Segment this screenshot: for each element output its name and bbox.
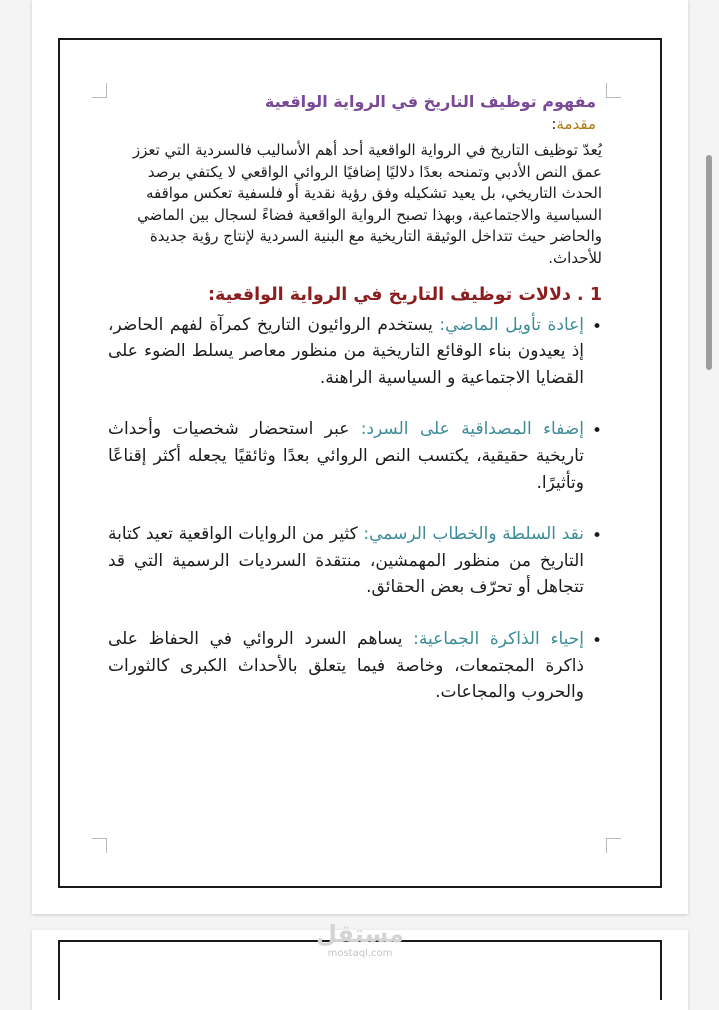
list-item	[108, 626, 602, 706]
bullet-dot-icon: •	[591, 421, 602, 442]
crop-mark-bottom-left	[92, 838, 107, 853]
bullet-text: يساهم السرد الروائي في الحفاظ على ذاكرة المجتمعات، وخاصة فيما يتعلق بالأحداث الكبرى كالثورات والحروب والمجاعات.	[108, 628, 584, 703]
bullet-term: نقد السلطة والخطاب الرسمي:	[363, 524, 584, 545]
crop-mark-top-right	[606, 83, 621, 98]
crop-mark-bottom-right	[606, 838, 621, 853]
bullet-term: إضفاء المصداقية على السرد:	[360, 419, 584, 440]
crop-mark-top-left	[92, 83, 107, 98]
bullet-dot-icon: •	[591, 630, 602, 651]
intro-label: مقدمة	[556, 115, 596, 133]
document-title: مفهوم توظيف التاريخ في الرواية الواقعية	[264, 92, 596, 111]
intro-colon: :	[551, 115, 557, 133]
vertical-scrollbar[interactable]	[706, 155, 712, 370]
bullet-list	[108, 312, 602, 706]
section-heading: 1 . دلالات توظيف التاريخ في الرواية الواقعية:	[208, 284, 602, 305]
bullet-text: عبر استحضار شخصيات وأحداث تاريخية حقيقية، يكتسب النص الروائي بعدًا وثائقيًا يجعله أكثر إقناعًا وتأثيرًا.	[108, 419, 584, 493]
bullet-text: كثير من الروايات الواقعية تعيد كتابة التاريخ من منظور المهمشين، منتقدة السرديات الرسمية التي قد تتجاهل أو تحرّف بعض الحقائق.	[108, 524, 584, 598]
document-body	[108, 90, 602, 706]
watermark-url: mostaql.com	[327, 948, 393, 959]
watermark	[310, 920, 410, 960]
list-item	[108, 416, 602, 496]
bullet-text: يستخدم الروائيون التاريخ كمرآة لفهم الحاضر، إذ يعيدون بناء الوقائع التاريخية من منظور معاصر يسلط الضوء على القضايا الاجتماعية و السياسية الراهنة.	[108, 314, 584, 388]
intro-paragraph: يُعدّ توظيف التاريخ في الرواية الواقعية أحد أهم الأساليب فالسردية التي تعزز عمق النص الأدبي وتمنحه بعدًا دلاليًا إضافيًا الروائي الواقعي لا يكتفي برصد الحدث التاريخي، بل يعيد تشكيله وفق رؤية نقدية أو فلسفية تعكس مواقفه السياسية والاجتماعية، وبهذا تصبح الرواية الواقعية فضاءً لسجال بين الماضي والحاضر حيث تتداخل الوثيقة التاريخية مع البنية السردية لإنتاج رؤية جديدة للأحداث.	[132, 141, 602, 267]
bullet-term: إحياء الذاكرة الجماعية:	[413, 628, 584, 649]
list-item	[108, 312, 602, 392]
intro-heading	[108, 114, 602, 134]
bullet-dot-icon: •	[591, 526, 602, 547]
bullet-term: إعادة تأويل الماضي:	[439, 314, 584, 335]
watermark-logo: مستقل	[316, 920, 404, 948]
list-item	[108, 521, 602, 601]
bullet-dot-icon: •	[591, 316, 602, 337]
